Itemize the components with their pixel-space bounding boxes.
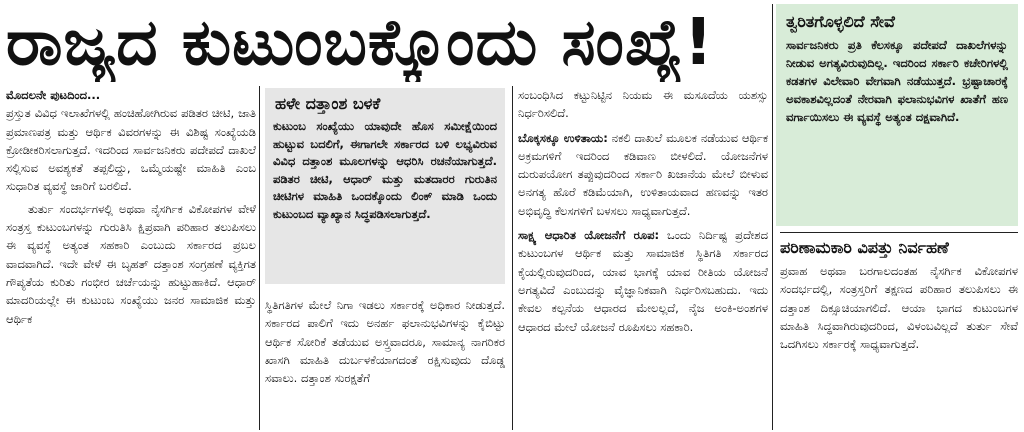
sidebar-section-disaster [780,238,1018,428]
inline-heading: ಸಾಕ್ಷ್ಯ ಆಧಾರಿತ ಯೋಜನೆಗೆ ರೂಪ: [518,228,660,243]
sidebar-box-old-data [265,88,505,284]
column-divider [772,4,773,430]
box-body: ಸಾರ್ವಜನಿಕರು ಪ್ರತಿ ಕೆಲಸಕ್ಕೂ ಪದೇಪದೆ ದಾಖಲೆಗಳನ್ನು ನೀಡುವ ಅಗತ್ಯವಿರುವುದಿಲ್ಲ. ಇದರಿಂದ ಸರ್ಕಾರಿ ಕಚೇರಿಗಳಲ್ಲಿ ಕಡತಗಳ ವಿಲೇವಾರಿ ವೇಗವಾಗಿ ನಡೆಯುತ್ತದೆ. ಭ್ರಷ್ಟಾಚಾರಕ್ಕೆ ಅವಕಾಶವಿಲ್ಲದಂತೆ ನೇರವಾಗಿ ಫಲಾನುಭವಿಗಳ ಖಾತೆಗೆ ಹಣ ವರ್ಗಾಯಿಸಲು ಈ ವ್ಯವಸ್ಥೆ ಅತ್ಯಂತ ದಕ್ಷವಾಗಿದೆ. [786,38,1008,124]
inline-heading: ಬೊಕ್ಕಸಕ್ಕೂ ಉಳಿತಾಯ: [518,130,608,145]
headline: ರಾಜ್ಯದ ಕುಟುಂಬಕ್ಕೊಂದು ಸಂಖ್ಯೆ! [6,6,714,80]
col3-paragraph-2: ಬೊಕ್ಕಸಕ್ಕೂ ಉಳಿತಾಯ: ನಕಲಿ ದಾಖಲೆ ಮೂಲಕ ನಡೆಯುವ ಆರ್ಥಿಕ ಅಕ್ರಮಗಳಿಗೆ ಇದರಿಂದ ಕಡಿವಾಣ ಬೀಳಲಿದೆ. ಯೋಜನೆಗಳ ದುರುಪಯೋಗ ತಪ್ಪುವುದರಿಂದ ಸರ್ಕಾರಿ ಖಜಾನೆಯ ಮೇಲೆ ಬೀಳುವ ಅನಗತ್ಯ ಹೊರೆ ಕಡಿಮೆಯಾಗಿ, ಉಳಿತಾಯವಾದ ಹಣವನ್ನು ಇತರ ಅಭಿವೃದ್ಧಿ ಕೆಲಸಗಳಿಗೆ ಬಳಸಲು ಸಾಧ್ಯವಾಗುತ್ತದೆ. [518,130,768,218]
col2-paragraph-1: ಸ್ಥಿತಿಗತಿಗಳ ಮೇಲೆ ನಿಗಾ ಇಡಲು ಸರ್ಕಾರಕ್ಕೆ ಅಧಿಕಾರ ನೀಡುತ್ತದೆ. ಸರ್ಕಾರದ ಪಾಲಿಗೆ ಇದು ಅನರ್ಹ ಫಲಾನುಭವಿಗಳನ್ನು ಕೈಬಿಟ್ಟು ಆರ್ಥಿಕ ಸೋರಿಕೆ ತಡೆಯುವ ಅಸ್ತ್ರವಾದರೂ, ಸಾಮಾನ್ಯ ನಾಗರಿಕರ ಖಾಸಗಿ ಮಾಹಿತಿ ದುರ್ಬಳಕೆಯಾಗದಂತೆ ರಕ್ಷಿಸುವುದು ದೊಡ್ಡ ಸವಾಲು. ದತ್ತಾಂಶ ಸುರಕ್ಷತೆಗೆ [265,298,505,386]
column-divider [512,86,513,430]
col1-paragraph-1: ಪ್ರಸ್ತುತ ವಿವಿಧ ಇಲಾಖೆಗಳಲ್ಲಿ ಹಂಚಿಹೋಗಿರುವ ಪಡಿತರ ಚೀಟಿ, ಜಾತಿ ಪ್ರಮಾಣಪತ್ರ ಮತ್ತು ಆರ್ಥಿಕ ವಿವರಗಳನ್ನು ಈ ವಿಶಿಷ್ಟ ಸಂಖ್ಯೆಯಡಿ ಕ್ರೋಡೀಕರಿಸಲಾಗುತ್ತದೆ. ಇದರಿಂದ ಸಾರ್ವಜನಿಕರು ಪದೇಪದೆ ದಾಖಲೆ ಸಲ್ಲಿಸುವ ಅವಶ್ಯಕತೆ ತಪ್ಪಲಿದ್ದು, ಒಮ್ಮೆಯಷ್ಟೇ ಮಾಹಿತಿ ಎಂಬ ಸುಧಾರಿತ ವ್ಯವಸ್ಥೆ ಜಾರಿಗೆ ಬರಲಿದೆ. [6,106,256,194]
box-body: ಕುಟುಂಬ ಸಂಖ್ಯೆಯು ಯಾವುದೇ ಹೊಸ ಸಮೀಕ್ಷೆಯಿಂದ ಹುಟ್ಟುವ ಬದಲಿಗೆ, ಈಗಾಗಲೇ ಸರ್ಕಾರದ ಬಳಿ ಲಭ್ಯವಿರುವ ವಿವಿಧ ದತ್ತಾಂಶ ಮೂಲಗಳನ್ನು ಆಧರಿಸಿ ರಚನೆಯಾಗುತ್ತದೆ. ಪಡಿತರ ಚೀಟಿ, ಆಧಾರ್ ಮತ್ತು ಮತದಾರರ ಗುರುತಿನ ಚೀಟಿಗಳ ಮಾಹಿತಿ ಒಂದಕ್ಕೊಂದು ಲಿಂಕ್ ಮಾಡಿ ಒಂದು ಕುಟುಂಬದ ವ್ಯಾಖ್ಯಾನ ಸಿದ್ಧಪಡಿಸಲಾಗುತ್ತದೆ. [273,119,497,221]
col3-paragraph-1: ಸಂಬಂಧಿಸಿದ ಕಟ್ಟುನಿಟ್ಟಿನ ನಿಯಮ ಈ ಮಸೂದೆಯ ಯಶಸ್ಸು ನಿರ್ಧರಿಸಲಿದೆ. [518,88,768,121]
section-divider [780,232,1018,233]
column-3 [518,86,768,430]
continued-from-label: ಮೊದಲನೇ ಪುಟದಿಂದ... [6,88,101,102]
col3-paragraph-3: ಸಾಕ್ಷ್ಯ ಆಧಾರಿತ ಯೋಜನೆಗೆ ರೂಪ: ಒಂದು ನಿರ್ದಿಷ್ಟ ಪ್ರದೇಶದ ಕುಟುಂಬಗಳ ಆರ್ಥಿಕ ಮತ್ತು ಸಾಮಾಜಿಕ ಸ್ಥಿತಿಗತಿ ಸರ್ಕಾರದ ಕೈಯಲ್ಲಿರುವುದರಿಂದ, ಯಾವ ಭಾಗಕ್ಕೆ ಯಾವ ರೀತಿಯ ಯೋಜನೆ ಅಗತ್ಯವಿದೆ ಎಂಬುದನ್ನು ವೈಜ್ಞಾನಿಕವಾಗಿ ನಿರ್ಧರಿಸಬಹುದು. ಇದು ಕೇವಲ ಕಲ್ಪನೆಯ ಆಧಾರದ ಮೇಲಲ್ಲದೆ, ನೈಜ ಅಂಕಿ-ಅಂಶಗಳ ಆಧಾರದ ಮೇಲೆ ಯೋಜನೆ ರೂಪಿಸಲು ಸಹಕಾರಿ. [518,228,768,334]
column-divider [259,86,260,430]
col1-paragraph-2: ತುರ್ತು ಸಂದರ್ಭಗಳಲ್ಲಿ ಅಥವಾ ನೈಸರ್ಗಿಕ ವಿಕೋಪಗಳ ವೇಳೆ ಸಂತ್ರಸ್ತ ಕುಟುಂಬಗಳನ್ನು ಗುರುತಿಸಿ ಕ್ಷಿಪ್ರವಾಗಿ ಪರಿಹಾರ ತಲುಪಿಸಲು ಈ ವ್ಯವಸ್ಥೆ ಅತ್ಯಂತ ಸಹಕಾರಿ ಎಂಬುದು ಸರ್ಕಾರದ ಪ್ರಬಲ ವಾದವಾಗಿದೆ. ಇದೇ ವೇಳೆ ಈ ಬೃಹತ್ ದತ್ತಾಂಶ ಸಂಗ್ರಹಣೆ ವ್ಯಕ್ತಿಗತ ಗೌಪ್ಯತೆಯ ಕುರಿತು ಗಂಭೀರ ಚರ್ಚೆಯನ್ನು ಹುಟ್ಟುಹಾಕಿದೆ. ಆಧಾರ್ ಮಾದರಿಯಲ್ಲೇ ಈ ಕುಟುಂಬ ಸಂಖ್ಯೆಯು ಜನರ ಸಾಮಾಜಿಕ ಮತ್ತು ಆರ್ಥಿಕ [6,201,256,326]
section-title: ಪರಿಣಾಮಕಾರಿ ವಿಪತ್ತು ನಿರ್ವಹಣೆ [780,238,949,257]
section-body: ಪ್ರವಾಹ ಅಥವಾ ಬರಗಾಲದಂತಹ ನೈಸರ್ಗಿಕ ವಿಕೋಪಗಳ ಸಂದರ್ಭದಲ್ಲಿ, ಸಂತ್ರಸ್ತರಿಗೆ ತಕ್ಷಣದ ಪರಿಹಾರ ತಲುಪಿಸಲು ಈ ದತ್ತಾಂಶ ದಿಕ್ಸೂಚಿಯಾಗಲಿದೆ. ಆಯಾ ಭಾಗದ ಕುಟುಂಬಗಳ ಮಾಹಿತಿ ಸಿದ್ಧವಾಗಿರುವುದರಿಂದ, ವಿಳಂಬವಿಲ್ಲದೆ ತುರ್ತು ಸೇವೆ ಒದಗಿಸಲು ಸರ್ಕಾರಕ್ಕೆ ಸಾಧ್ಯವಾಗುತ್ತದೆ. [780,264,1018,352]
column-2 [265,296,505,430]
box-title: ಹಳೇ ದತ್ತಾಂಶ ಬಳಕೆ [275,94,381,113]
sidebar-box-faster-service [776,4,1018,226]
column-1 [6,86,256,430]
box-title: ತ್ವರಿತಗೊಳ್ಳಲಿದೆ ಸೇವೆ [786,12,895,31]
